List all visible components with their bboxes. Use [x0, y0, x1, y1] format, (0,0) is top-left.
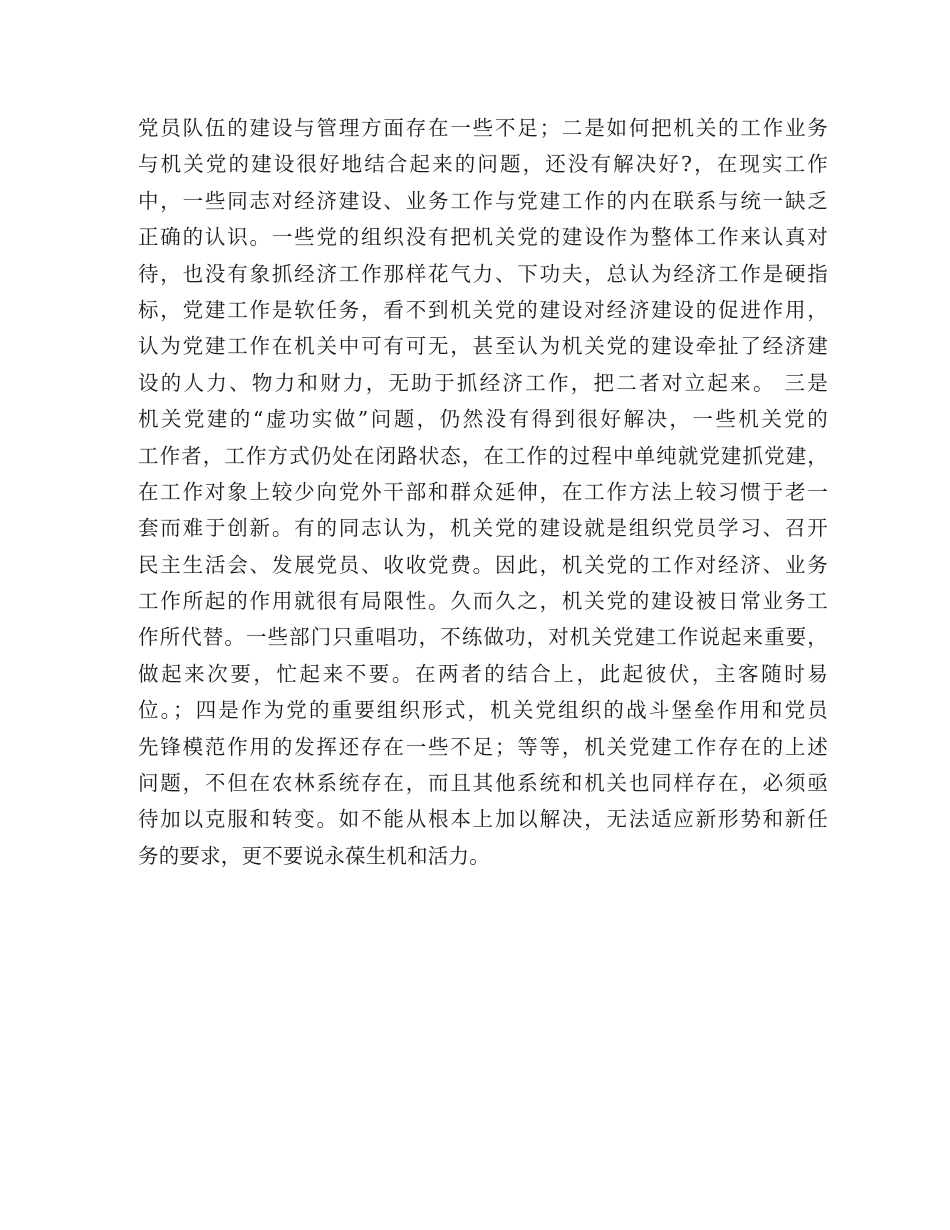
text-line: 问题，不但在农林系统存在，而且其他系统和机关也同样存在，必须亟 — [138, 771, 828, 796]
text-line: 做起来次要，忙起来不要。在两者的结合上，此起彼伏，主客随时易 — [138, 661, 828, 686]
text-line: 党员队伍的建设与管理方面存在一些不足；二是如何把机关的工作业务 — [138, 116, 828, 140]
text-line: 民主生活会、发展党员、收收党费。因此，机关党的工作对经济、业务 — [138, 552, 828, 577]
text-line: 认为党建工作在机关中可有可无，甚至认为机关党的建设牵扯了经济建 — [138, 334, 828, 359]
text-line: 位。；四是作为党的重要组织形式，机关党组织的战斗堡垒作用和党员 — [138, 698, 828, 723]
text-line: 工作者，工作方式仍处在闭路状态，在工作的过程中单纯就党建抓党建， — [138, 443, 828, 468]
text-line: 机关党建的“虚功实做”问题，仍然没有得到很好解决，一些机关党的 — [138, 407, 828, 432]
text-line: 务的要求，更不要说永葆生机和活力。 — [138, 843, 490, 868]
text-line: 待，也没有象抓经济工作那样花气力、下功夫，总认为经济工作是硬指 — [138, 261, 828, 286]
text-line: 设的人力、物力和财力，无助于抓经济工作，把二者对立起来。 三是 — [138, 370, 828, 395]
body-paragraph — [138, 110, 828, 874]
text-line: 作所代替。一些部门只重唱功，不练做功，对机关党建工作说起来重要， — [138, 625, 828, 650]
text-line: 套而难于创新。有的同志认为，机关党的建设就是组织党员学习、召开 — [138, 516, 828, 541]
text-line: 与机关党的建设很好地结合起来的问题，还没有解决好?，在现实工作 — [138, 152, 828, 177]
text-line: 待加以克服和转变。如不能从根本上加以解决，无法适应新形势和新任 — [138, 807, 828, 832]
text-line: 正确的认识。一些党的组织没有把机关党的建设作为整体工作来认真对 — [138, 225, 828, 250]
text-line: 在工作对象上较少向党外干部和群众延伸，在工作方法上较习惯于老一 — [138, 479, 828, 504]
text-line: 先锋模范作用的发挥还存在一些不足；等等，机关党建工作存在的上述 — [138, 734, 828, 759]
text-line: 标，党建工作是软任务，看不到机关党的建设对经济建设的促进作用， — [138, 297, 828, 322]
text-line: 中，一些同志对经济建设、业务工作与党建工作的内在联系与统一缺乏 — [138, 188, 828, 213]
text-line: 工作所起的作用就很有局限性。久而久之，机关党的建设被日常业务工 — [138, 589, 828, 614]
